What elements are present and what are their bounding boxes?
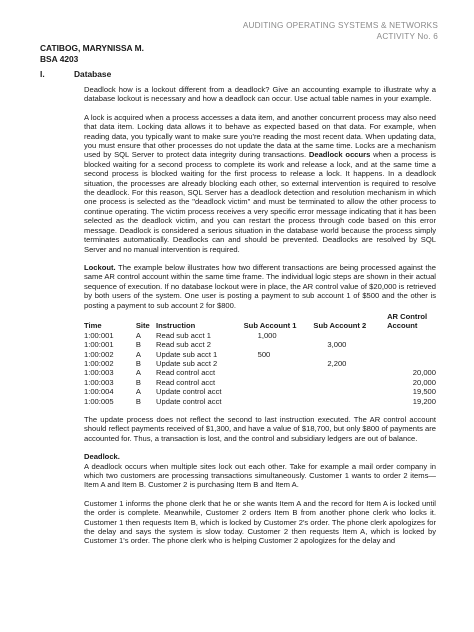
cell-time: 1:00:001	[84, 340, 114, 350]
col-header-time: Time	[84, 321, 102, 331]
cell-control	[387, 331, 436, 340]
table-row	[84, 359, 436, 368]
cell-sub1: 500	[257, 349, 271, 359]
cell-time: 1:00:001	[84, 330, 114, 340]
cell-sub2	[313, 350, 387, 359]
cell-site: B	[135, 377, 141, 387]
course-title: AUDITING OPERATING SYSTEMS & NETWORKS	[242, 21, 438, 30]
cell-instruction: Read sub acct 1	[156, 330, 211, 340]
cell-site: B	[135, 358, 141, 368]
cell-time: 1:00:002	[84, 349, 114, 359]
activity-number: ACTIVITY No. 6	[376, 32, 438, 41]
cell-instruction: Update control acct	[156, 387, 222, 397]
cell-instruction: Read sub acct 2	[156, 340, 211, 350]
customer-paragraph: Customer 1 informs the phone clerk that he or she wants Item A and the record for Item A is locked until the order is complete. Meanwhile, Customer 2 orders Item B from another phone clerk who locks it. Customer 1 then requests Item B, which is locked by Customer 2's order. The phone clerk apologizes for the delay and says the system is slow today. Customer 2 then requests Item A, which is locked by Customer 1's order. The phone clerk who is helping Customer 2 apologizes for the delay and	[84, 498, 436, 546]
cell-instruction: Read control acct	[156, 368, 216, 378]
col-header-instruction: Instruction	[156, 321, 196, 331]
cell-control	[387, 340, 436, 349]
cell-sub2: 3,000	[327, 340, 347, 350]
cell-site: A	[135, 349, 141, 359]
table-row	[84, 397, 436, 406]
table-row	[84, 368, 436, 377]
deadlock-heading: Deadlock.	[84, 452, 120, 462]
cell-sub1	[244, 359, 314, 368]
author-block	[40, 43, 144, 65]
cell-sub2	[313, 368, 387, 377]
deadlock-term: Deadlock occurs	[308, 150, 371, 160]
table-row	[84, 387, 436, 396]
section-heading	[40, 69, 111, 79]
transaction-table	[84, 312, 436, 406]
section-title: Database	[74, 69, 112, 79]
cell-site: B	[135, 340, 141, 350]
cell-sub1	[244, 378, 314, 387]
cell-site: A	[135, 330, 141, 340]
lockout-text: The example below illustrates how two different transactions are being processed against the same AR control account within the same time frame. The individual logic steps are shown in their actual sequence of execution. If no database lockout were in place, the AR control value of $20,000 is retrieved by both users of the system. One user is posting a payment to sub account 1 of $500 and the other is posting a payment to sub account 2 for $800.	[84, 262, 436, 310]
cell-control	[387, 359, 436, 368]
lockout-term: Lockout.	[84, 262, 116, 272]
table-row	[84, 378, 436, 387]
cell-control	[387, 350, 436, 359]
cell-sub2: 2,200	[327, 358, 347, 368]
cell-time: 1:00:003	[84, 368, 114, 378]
question-paragraph: Deadlock how is a lockout different from a deadlock? Give an accounting example to illustrate why a database lockout is necessary and how a deadlock can occur. Use actual table names in your example.	[84, 85, 436, 104]
cell-sub2	[313, 378, 387, 387]
lock-text-start: A lock is acquired when a process accesses a data item, and another concurrent process may also need that data item. Locking data allows it to behave as expected based on that data. For example, when reading data, you typically want to make sure you're reading the most recent data. When updating data, you must ensure that other processes do not update the data at the same time. Locks are a mechanism used by SQL Server to protect data integrity during transactions.	[84, 112, 436, 160]
cell-time: 1:00:005	[84, 396, 114, 406]
author-name: CATIBOG, MARYNISSA M.	[40, 43, 144, 53]
col-header-sub2: Sub Account 2	[313, 321, 367, 331]
document-header	[243, 20, 438, 42]
col-header-sub1: Sub Account 1	[243, 321, 297, 331]
cell-control: 19,200	[412, 396, 436, 406]
lock-paragraph	[84, 113, 436, 254]
table-row	[84, 350, 436, 359]
cell-control: 20,000	[412, 368, 436, 378]
lockout-paragraph	[84, 263, 436, 310]
cell-instruction: Update sub acct 1	[156, 349, 218, 359]
table-row	[84, 340, 436, 349]
cell-instruction: Update sub acct 2	[156, 358, 218, 368]
cell-instruction: Read control acct	[156, 377, 216, 387]
cell-control: 19,500	[412, 387, 436, 397]
cell-sub1	[244, 340, 314, 349]
cell-sub1	[244, 387, 314, 396]
cell-sub1: 1,000	[257, 330, 277, 340]
lock-text-end: when a process is blocked waiting for a second process to complete its work and release a lock, and at the same time a second process is blocked waiting for the first process to release a lock. It happens. In a deadlock situation, the processes are already blocking each other, so external intervention is required to resolve the deadlock. For this reason, SQL Server has a deadlock detection and resolution mechanism in which one process is selected as the "deadlock victim" and must be terminated to allow the other process to continue operating. The victim process receives a very specific error message indicating that it has been selected as the deadlock victim, and you can restart the process through code based on this error message. Deadlock is considered a serious situation in the database world because the process simply terminates automatically. Deadlocks can and should be prevented. Deadlocks are resolved by SQL Server and no manual intervention is required.	[84, 150, 436, 254]
cell-site: B	[135, 396, 141, 406]
col-header-site: Site	[135, 321, 150, 331]
col-header-control: AR Control Account	[387, 311, 428, 331]
cell-site: A	[135, 387, 141, 397]
cell-time: 1:00:003	[84, 377, 114, 387]
cell-instruction: Update control acct	[156, 396, 222, 406]
cell-site: A	[135, 368, 141, 378]
cell-sub1	[244, 368, 314, 377]
cell-time: 1:00:002	[84, 358, 114, 368]
update-paragraph: The update process does not reflect the second to last instruction executed. The AR control account should reflect payments received of $1,300, and have a value of $18,700, but only $800 of payments are accounted for. Thus, a transaction is lost, and the control and subsidiary ledgers are out of balance.	[84, 415, 436, 443]
document-body	[84, 85, 436, 555]
table-row	[84, 331, 436, 340]
cell-sub2	[313, 397, 387, 406]
cell-sub2	[313, 387, 387, 396]
cell-sub1	[244, 397, 314, 406]
table-header-row	[84, 312, 436, 331]
section-number: I.	[40, 69, 45, 79]
cell-control: 20,000	[412, 377, 436, 387]
author-section: BSA 4203	[40, 54, 79, 64]
cell-sub2	[313, 331, 387, 340]
cell-time: 1:00:004	[84, 387, 114, 397]
deadlock-paragraph: A deadlock occurs when multiple sites lock out each other. Take for example a mail order company in which two customers are processing transactions simultaneously. Customer 1 wants to order 2 items—Item A and Item B. Customer 2 is purchasing Item B and Item A.	[84, 461, 436, 490]
